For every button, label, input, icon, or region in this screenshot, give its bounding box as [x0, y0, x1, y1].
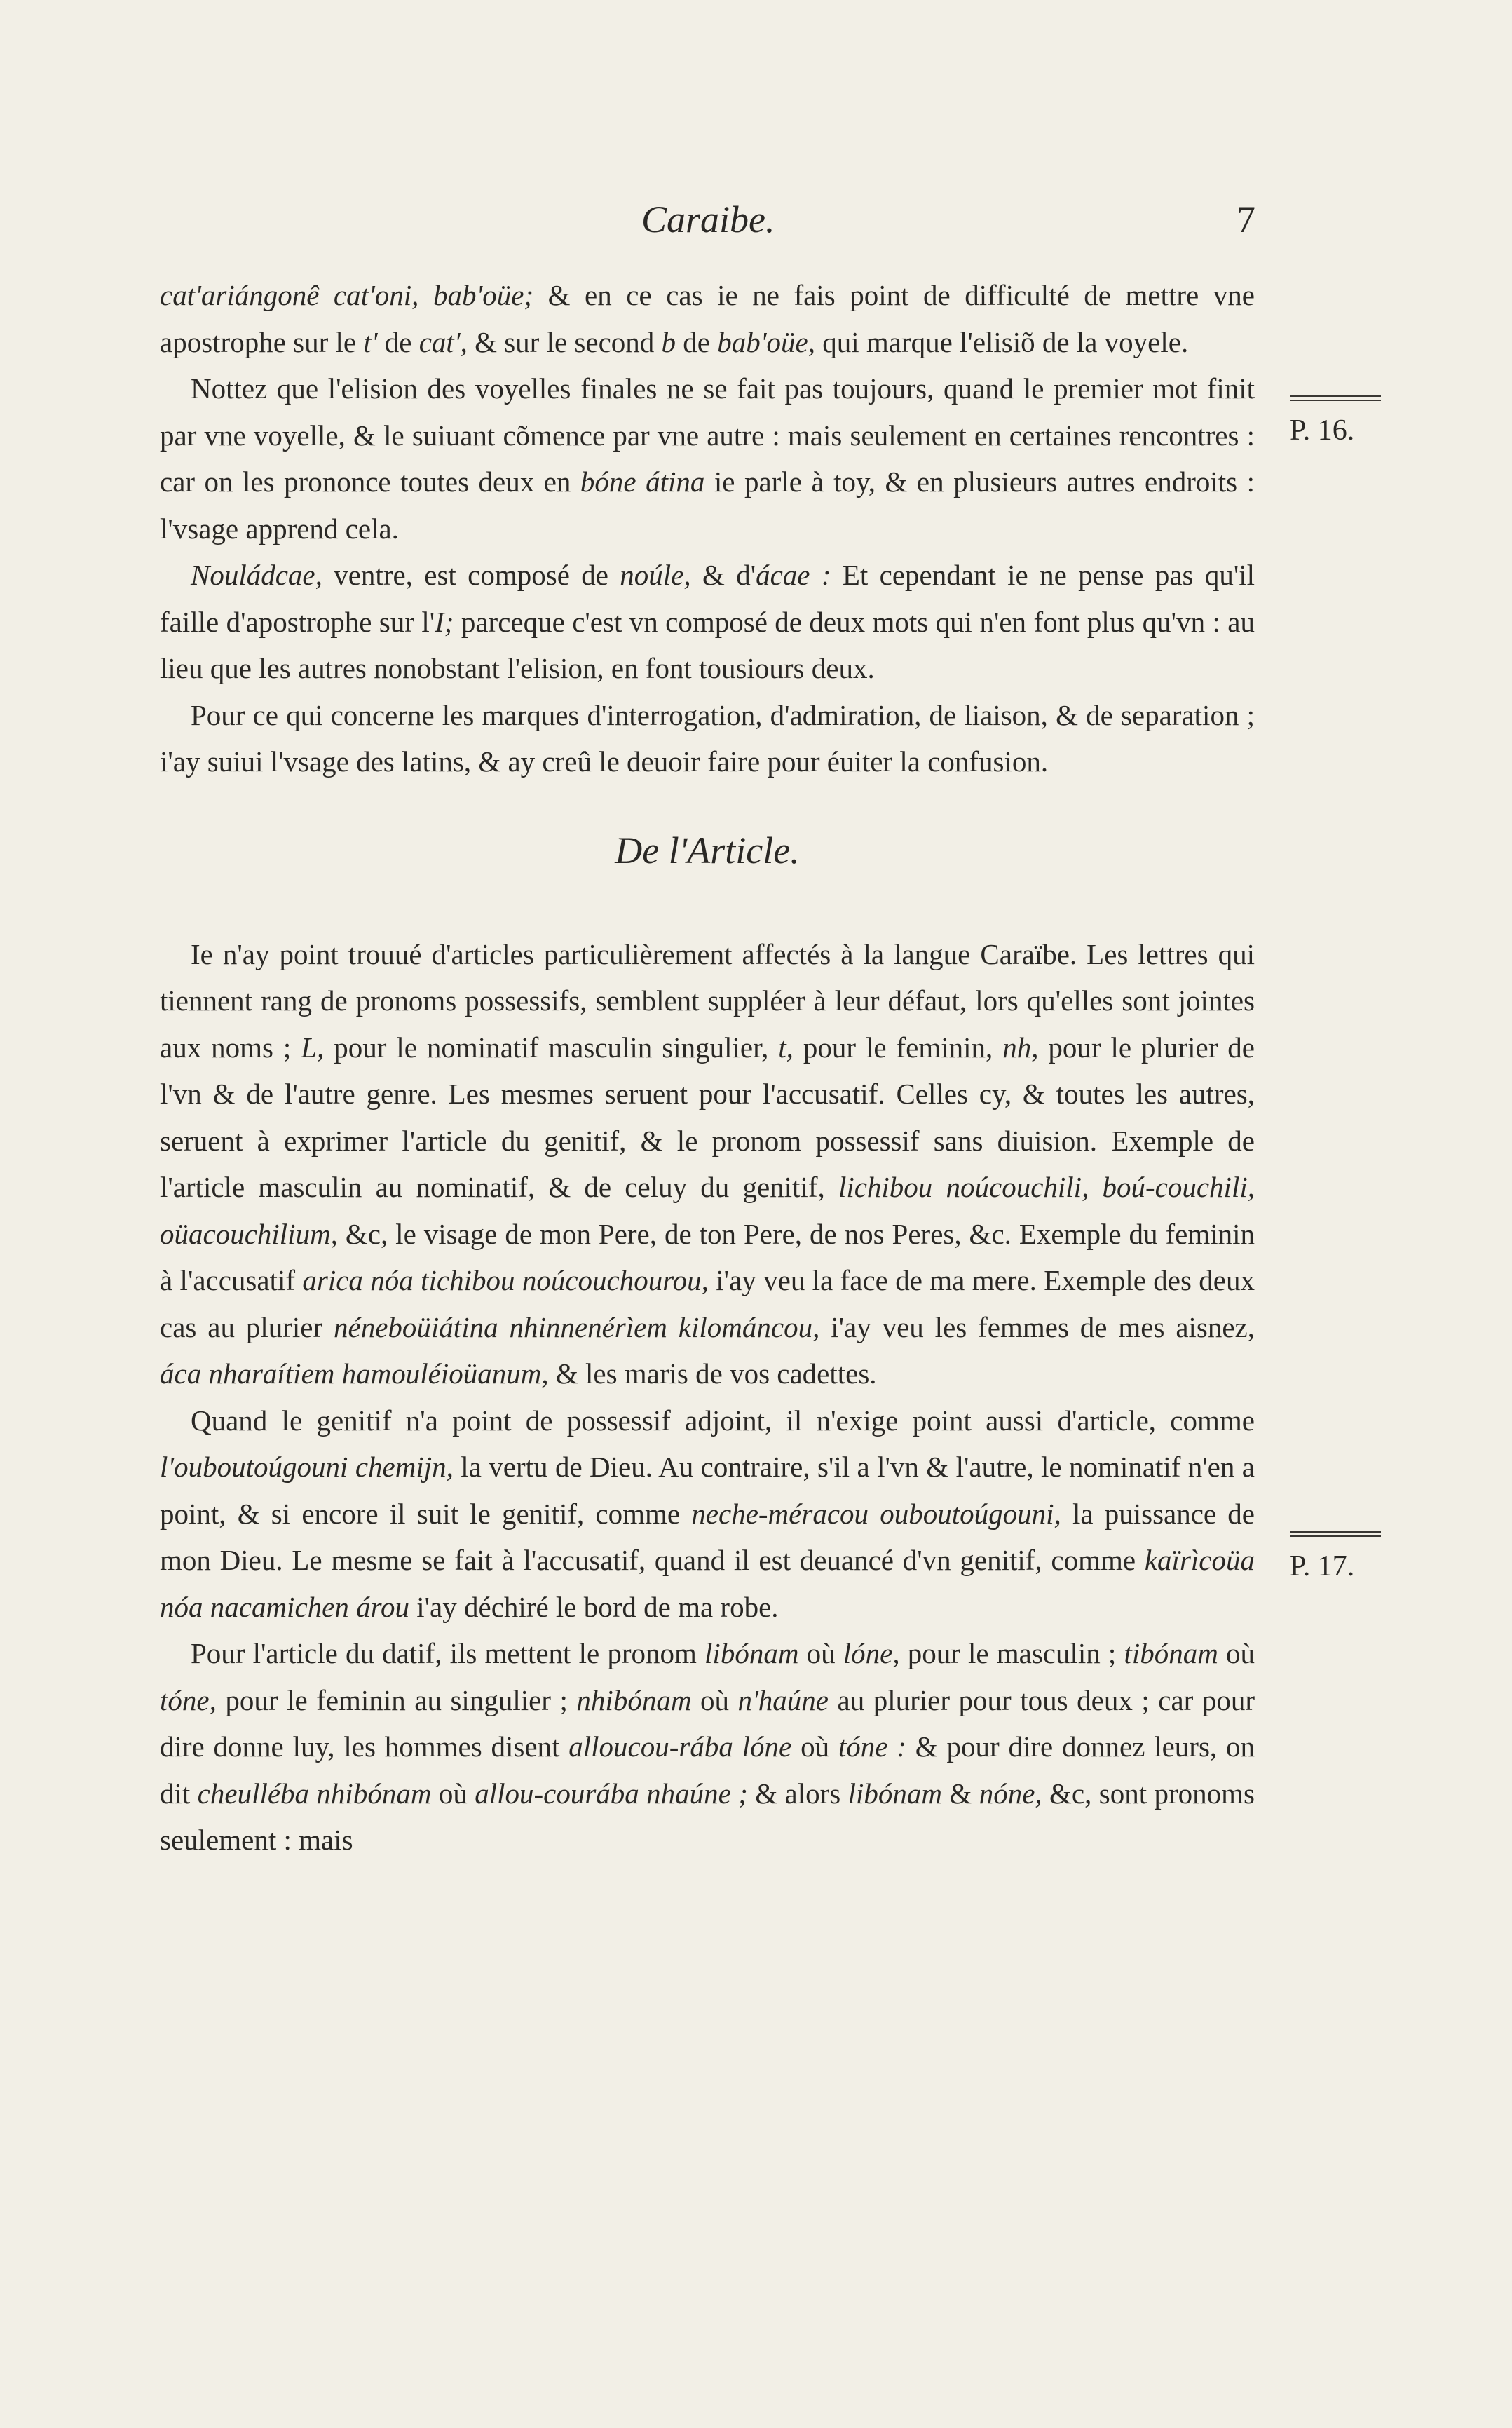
- text-run: , & sur le second: [460, 325, 662, 358]
- text-run: i'ay déchiré le bord de ma robe.: [409, 1590, 779, 1623]
- text-run: i'ay veu les femmes de mes aisnez,: [819, 1310, 1255, 1343]
- text-run: Quand le genitif n'a point de possessif adjoint, il n'exige point aussi d'article, comme: [191, 1404, 1255, 1437]
- italic-run: tóne :: [838, 1730, 906, 1763]
- italic-run: alloucou-rába lóne: [568, 1730, 792, 1763]
- italic-run: nóne,: [979, 1777, 1042, 1810]
- text-run: la puissance de mon Dieu. Le mesme se fait à l'accusatif, quand il est deuancé d'vn genitif, comme: [160, 1497, 1255, 1576]
- paragraph: [160, 552, 1255, 692]
- italic-run: bab'oüe: [717, 325, 808, 358]
- italic-run: lichibou noúcouchili, boú-couchili, oüacouchilium,: [160, 1171, 1255, 1250]
- double-rule: [1290, 395, 1381, 401]
- text-run: Et cependant ie ne pense pas qu'il faille d'apostrophe sur l': [160, 559, 1255, 638]
- text-run: pour le feminin au singulier ;: [216, 1683, 577, 1716]
- margin-note: [1290, 395, 1395, 447]
- text-run: pour le nominatif masculin singulier,: [324, 1031, 779, 1064]
- text-run: i'ay veu la face de ma mere. Exemple des deux cas au plurier: [160, 1264, 1255, 1343]
- text-run: Nottez que l'elision des voyelles finales ne se fait pas toujours, quand le premier mot finit par vne voyelle, & le suiuant cõmence par vne autre : mais seulement en certaines rencontres : car on les prononce toutes deux en: [160, 372, 1255, 498]
- paragraph: [160, 272, 1255, 365]
- italic-run: cheulléba nhibónam: [197, 1777, 432, 1810]
- italic-run: t,: [778, 1031, 794, 1064]
- text-run: &: [942, 1777, 979, 1810]
- text-run: , qui marque l'elisiõ de la voyele.: [808, 325, 1189, 358]
- page-number: 7: [1237, 198, 1255, 240]
- text-run: de: [676, 325, 718, 358]
- running-title: Caraibe.: [641, 198, 775, 240]
- italic-run: bóne átina: [580, 466, 705, 498]
- italic-run: I;: [435, 605, 454, 638]
- italic-run: cat': [418, 325, 461, 358]
- italic-run: l'ouboutoúgouni chemijn,: [160, 1451, 454, 1483]
- text-run: où: [798, 1637, 843, 1669]
- text-run: où: [691, 1683, 738, 1716]
- paragraph: [160, 1397, 1255, 1631]
- text-run: parceque c'est vn composé de deux mots qui n'en font plus qu'vn : au lieu que les autres nonobstant l'elision, en font tousiours deux.: [160, 605, 1255, 684]
- italic-run: cat'ariángonê cat'oni, bab'oüe;: [160, 279, 534, 311]
- italic-run: néneboüiátina nhinnenérìem kilománcou,: [334, 1310, 820, 1343]
- paragraph: [160, 365, 1255, 552]
- text-run: &c, le visage de mon Pere, de ton Pere, de nos Peres, &c. Exemple du feminin à l'accusatif: [160, 1217, 1255, 1296]
- italic-run: tibónam: [1124, 1637, 1218, 1669]
- italic-run: libónam: [704, 1637, 799, 1669]
- margin-note: [1290, 1531, 1395, 1583]
- text-run: pour le plurier de l'vn & de l'autre genre. Les mesmes seruent pour l'accusatif. Celles cy, & toutes les autres, seruent à exprimer l'article du genitif, & le pronom possessif sans diuision. Exemple de l'article masculin au nominatif, & de celuy du genitif,: [160, 1031, 1255, 1203]
- text-run: où: [431, 1777, 475, 1810]
- text-run: pour le masculin ;: [899, 1637, 1124, 1669]
- italic-run: noúle,: [620, 559, 691, 591]
- text-run: Pour ce qui concerne les marques d'interrogation, d'admiration, de liaison, & de separation ; i'ay suiui l'vsage des latins, & ay creû le deuoir faire pour éuiter la confusion.: [160, 698, 1255, 778]
- italic-run: neche-méracou ouboutoúgouni,: [691, 1497, 1061, 1530]
- text-run: au plurier pour tous deux ; car pour dire donne luy, les hommes disent: [160, 1683, 1255, 1763]
- text-block: [160, 272, 1255, 1864]
- text-run: &c, sont pronoms seulement : mais: [160, 1777, 1255, 1856]
- text-run: & pour dire donnez leurs, on dit: [160, 1730, 1255, 1810]
- italic-run: t': [363, 325, 378, 358]
- italic-run: nhibónam: [576, 1683, 692, 1716]
- italic-run: ácae :: [756, 559, 831, 591]
- margin-note-label: P. 16.: [1290, 414, 1355, 447]
- text-run: Pour l'article du datif, ils mettent le pronom: [191, 1637, 705, 1669]
- text-run: de: [377, 325, 419, 358]
- text-run: où: [791, 1730, 838, 1763]
- italic-run: allou-courába nhaúne ;: [475, 1777, 748, 1810]
- italic-run: libónam: [847, 1777, 943, 1810]
- text-run: la vertu de Dieu. Au contraire, s'il a l'vn & l'autre, le nominatif n'en a point, & si encore il suit le genitif, comme: [160, 1451, 1255, 1530]
- text-run: & les maris de vos cadettes.: [548, 1357, 877, 1390]
- italic-run: Nouládcae,: [191, 559, 322, 591]
- italic-run: lóne,: [843, 1637, 900, 1669]
- running-head: [0, 198, 1512, 254]
- italic-run: nh,: [1002, 1031, 1039, 1064]
- text-run: & d': [690, 559, 756, 591]
- paragraph: [160, 1630, 1255, 1864]
- paragraph: [160, 931, 1255, 1397]
- text-run: & en ce cas ie ne fais point de difficulté de mettre vne apostrophe sur le: [160, 279, 1255, 358]
- double-rule: [1290, 1531, 1381, 1537]
- text-run: Ie n'ay point trouué d'articles particulièrement affectés à la langue Caraïbe. Les lettres qui tiennent rang de pronoms possessifs, semblent suppléer à leur défaut, lors qu'elles sont jointes aux noms ;: [160, 937, 1255, 1064]
- italic-run: n'haúne: [737, 1683, 829, 1716]
- text-run: ie parle à toy, & en plusieurs autres endroits : l'vsage apprend cela.: [160, 466, 1255, 545]
- section-heading: De l'Article.: [615, 829, 800, 871]
- italic-run: kaïrìcoüa nóa nacamichen árou: [160, 1544, 1255, 1623]
- text-run: pour le feminin,: [793, 1031, 1003, 1064]
- margin-note-label: P. 17.: [1290, 1550, 1355, 1582]
- text-run: & alors: [747, 1777, 848, 1810]
- paragraph: [160, 692, 1255, 785]
- italic-run: áca nharaítiem hamouléioüanum,: [160, 1357, 549, 1390]
- italic-run: arica nóa tichibou noúcouchourou,: [302, 1264, 709, 1296]
- italic-run: b: [661, 325, 676, 358]
- text-run: ventre, est composé de: [322, 559, 620, 591]
- italic-run: L,: [301, 1031, 325, 1064]
- text-run: où: [1218, 1637, 1255, 1669]
- italic-run: tóne,: [160, 1683, 217, 1716]
